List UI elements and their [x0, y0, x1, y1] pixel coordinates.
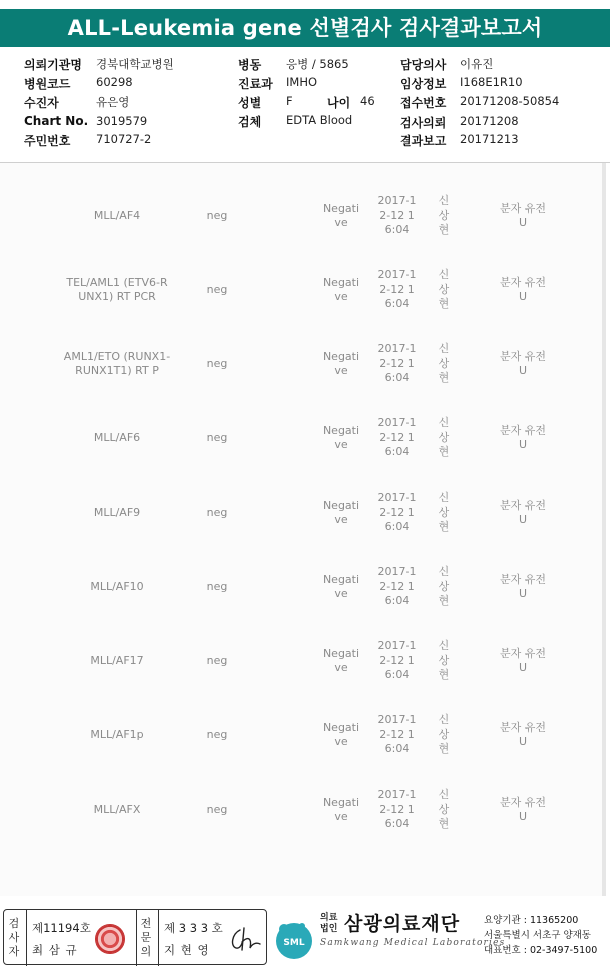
age-value: 46: [360, 94, 375, 108]
table-row: [0, 253, 606, 327]
chart-label: Chart No.: [24, 114, 89, 128]
technician: 신 상 현: [438, 342, 450, 385]
logo-text: SML: [283, 938, 305, 948]
test-name: TEL/AML1 (ETV6-R UNX1) RT PCR: [66, 275, 168, 303]
date-cell: [372, 550, 422, 624]
interpretation-cell: [320, 476, 362, 550]
test-name: MLL/AFX: [93, 802, 141, 816]
test-name: MLL/AF4: [93, 208, 141, 222]
request-value: 20171208: [460, 114, 519, 128]
result-date: 2017-1 2-12 1 6:04: [377, 639, 417, 682]
department-cell: [498, 401, 548, 475]
org-english-name: Samkwang Medical Laboratories: [320, 938, 506, 948]
department: 분자 유전U: [499, 795, 546, 823]
request-label: 검사의뢰: [400, 116, 447, 130]
result-date: 2017-1 2-12 1 6:04: [377, 491, 417, 534]
result-value: neg: [206, 802, 228, 816]
interpretation-cell: [320, 698, 362, 772]
result-value: neg: [206, 579, 228, 593]
result-date: 2017-1 2-12 1 6:04: [377, 565, 417, 608]
technician-cell: [436, 698, 452, 772]
signature-divider: [136, 910, 137, 966]
report-title: ALL-Leukemia gene 선별검사 검사결과보고서: [0, 9, 610, 47]
result-value: neg: [206, 505, 228, 519]
technician: 신 상 현: [438, 491, 450, 534]
result-value: neg: [206, 430, 228, 444]
dept-label: 진료과: [238, 77, 273, 91]
code-value: 60298: [96, 75, 133, 89]
result-date: 2017-1 2-12 1 6:04: [377, 713, 417, 756]
table-row: [0, 476, 606, 550]
specimen-value: EDTA Blood: [286, 113, 353, 127]
result-date: 2017-1 2-12 1 6:04: [377, 416, 417, 459]
department: 분자 유전U: [499, 201, 546, 229]
id-value: 710727-2: [96, 132, 152, 146]
result-value: neg: [206, 653, 228, 667]
table-row: [0, 327, 606, 401]
result-value: neg: [206, 356, 228, 370]
hospital-label: 의뢰기관명: [24, 58, 82, 72]
interpretation-cell: [320, 179, 362, 253]
sex-value: F: [286, 94, 293, 108]
date-cell: [372, 327, 422, 401]
org-address: 서울특별시 서초구 양재동: [484, 930, 591, 941]
department: 분자 유전U: [499, 349, 546, 377]
technician: 신 상 현: [438, 713, 450, 756]
test-name: MLL/AF10: [90, 579, 144, 593]
technician: 신 상 현: [438, 565, 450, 608]
doctor-label: 담당의사: [400, 58, 447, 72]
org-type: 의료 법인: [320, 913, 338, 934]
technician: 신 상 현: [438, 788, 450, 831]
signature-divider: [158, 910, 159, 966]
test-name-cell: [52, 179, 182, 253]
technician-cell: [436, 773, 452, 847]
examiner-seal-icon: [95, 924, 125, 954]
technician-cell: [436, 179, 452, 253]
receipt-value: 20171208-50854: [460, 94, 560, 108]
org-code: 요양기관 : 11365200: [484, 915, 579, 926]
result-cell: [197, 550, 237, 624]
examiner-label: 검사자: [8, 917, 20, 958]
interpretation-cell: [320, 253, 362, 327]
specialist-name: 지 현 영: [164, 943, 210, 957]
interpretation-cell: [320, 550, 362, 624]
interpretation-cell: [320, 401, 362, 475]
interpretation: Negati ve: [322, 498, 360, 526]
department-cell: [498, 476, 548, 550]
result-value: neg: [206, 208, 228, 222]
table-row: [0, 550, 606, 624]
date-cell: [372, 253, 422, 327]
test-name: MLL/AF6: [93, 430, 141, 444]
interpretation-cell: [320, 327, 362, 401]
date-cell: [372, 698, 422, 772]
department: 분자 유전U: [499, 275, 546, 303]
result-date: 2017-1 2-12 1 6:04: [377, 194, 417, 237]
result-cell: [197, 327, 237, 401]
table-row: [0, 773, 606, 847]
interpretation: Negati ve: [322, 201, 360, 229]
technician-cell: [436, 550, 452, 624]
ward-label: 병동: [238, 58, 262, 72]
result-date: 2017-1 2-12 1 6:04: [377, 788, 417, 831]
org-phone: 대표번호 : 02-3497-5100: [484, 945, 598, 956]
date-cell: [372, 401, 422, 475]
test-name-cell: [52, 550, 182, 624]
date-cell: [372, 773, 422, 847]
test-name-cell: [52, 253, 182, 327]
sex-label: 성별: [238, 96, 262, 110]
test-name-cell: [52, 624, 182, 698]
date-cell: [372, 624, 422, 698]
result-cell: [197, 401, 237, 475]
result-value: neg: [206, 727, 228, 741]
interpretation: Negati ve: [322, 423, 360, 451]
result-date: 2017-1 2-12 1 6:04: [377, 342, 417, 385]
department-cell: [498, 253, 548, 327]
specialist-label: 전문의: [140, 917, 152, 958]
receipt-label: 접수번호: [400, 96, 447, 110]
date-cell: [372, 179, 422, 253]
department: 분자 유전U: [499, 646, 546, 674]
examiner-license: 제11194호: [32, 921, 91, 935]
result-cell: [197, 698, 237, 772]
test-name: AML1/ETO (RUNX1-RUNX1T1) RT P: [63, 349, 171, 377]
hospital-value: 경북대학교병원: [96, 57, 174, 71]
test-name-cell: [52, 476, 182, 550]
department: 분자 유전U: [499, 720, 546, 748]
signature-scribble-icon: [226, 924, 264, 954]
test-name-cell: [52, 327, 182, 401]
patient-info-section: [0, 54, 610, 154]
report-footer: [0, 905, 610, 975]
signature-box: [3, 909, 267, 965]
table-row: [0, 624, 606, 698]
result-cell: [197, 476, 237, 550]
patient-label: 수진자: [24, 96, 59, 110]
result-cell: [197, 624, 237, 698]
interpretation: Negati ve: [322, 349, 360, 377]
table-row: [0, 698, 606, 772]
technician: 신 상 현: [438, 194, 450, 237]
clinical-value: I168E1R10: [460, 75, 523, 89]
technician-cell: [436, 476, 452, 550]
sml-logo-icon: [272, 917, 316, 961]
id-label: 주민번호: [24, 134, 71, 148]
interpretation: Negati ve: [322, 795, 360, 823]
result-value: neg: [206, 282, 228, 296]
department-cell: [498, 624, 548, 698]
date-cell: [372, 476, 422, 550]
code-label: 병원코드: [24, 77, 71, 91]
test-name-cell: [52, 773, 182, 847]
ward-value: 응병 / 5865: [286, 57, 349, 71]
technician-cell: [436, 401, 452, 475]
department-cell: [498, 550, 548, 624]
report-label: 결과보고: [400, 134, 447, 148]
test-name-cell: [52, 698, 182, 772]
technician: 신 상 현: [438, 268, 450, 311]
specialist-license: 제 3 3 3 호: [164, 921, 223, 935]
org-contact: [484, 913, 597, 958]
technician: 신 상 현: [438, 639, 450, 682]
test-name: MLL/AF17: [90, 653, 144, 667]
department: 분자 유전U: [499, 423, 546, 451]
results-table: [0, 163, 606, 896]
signature-divider: [26, 910, 27, 966]
test-name: MLL/AF1p: [90, 727, 144, 741]
interpretation: Negati ve: [322, 572, 360, 600]
result-cell: [197, 179, 237, 253]
dept-value: IMHO: [286, 75, 318, 89]
result-cell: [197, 253, 237, 327]
table-row: [0, 401, 606, 475]
department-cell: [498, 698, 548, 772]
doctor-value: 이유진: [460, 57, 494, 71]
result-cell: [197, 773, 237, 847]
department: 분자 유전U: [499, 498, 546, 526]
interpretation: Negati ve: [322, 275, 360, 303]
department: 분자 유전U: [499, 572, 546, 600]
technician-cell: [436, 253, 452, 327]
specimen-label: 검체: [238, 115, 262, 129]
result-date: 2017-1 2-12 1 6:04: [377, 268, 417, 311]
clinical-label: 임상정보: [400, 77, 447, 91]
department-cell: [498, 327, 548, 401]
interpretation-cell: [320, 773, 362, 847]
chart-value: 3019579: [96, 114, 148, 128]
department-cell: [498, 773, 548, 847]
org-name: 삼광의료재단: [344, 913, 461, 935]
technician-cell: [436, 327, 452, 401]
technician: 신 상 현: [438, 416, 450, 459]
technician-cell: [436, 624, 452, 698]
test-name-cell: [52, 401, 182, 475]
table-row: [0, 179, 606, 253]
interpretation-cell: [320, 624, 362, 698]
age-label: 나이: [327, 96, 351, 110]
department-cell: [498, 179, 548, 253]
examiner-name: 최 삼 규: [32, 943, 78, 957]
report-value: 20171213: [460, 132, 519, 146]
test-name: MLL/AF9: [93, 505, 141, 519]
patient-value: 유은영: [96, 95, 130, 109]
interpretation: Negati ve: [322, 646, 360, 674]
interpretation: Negati ve: [322, 720, 360, 748]
